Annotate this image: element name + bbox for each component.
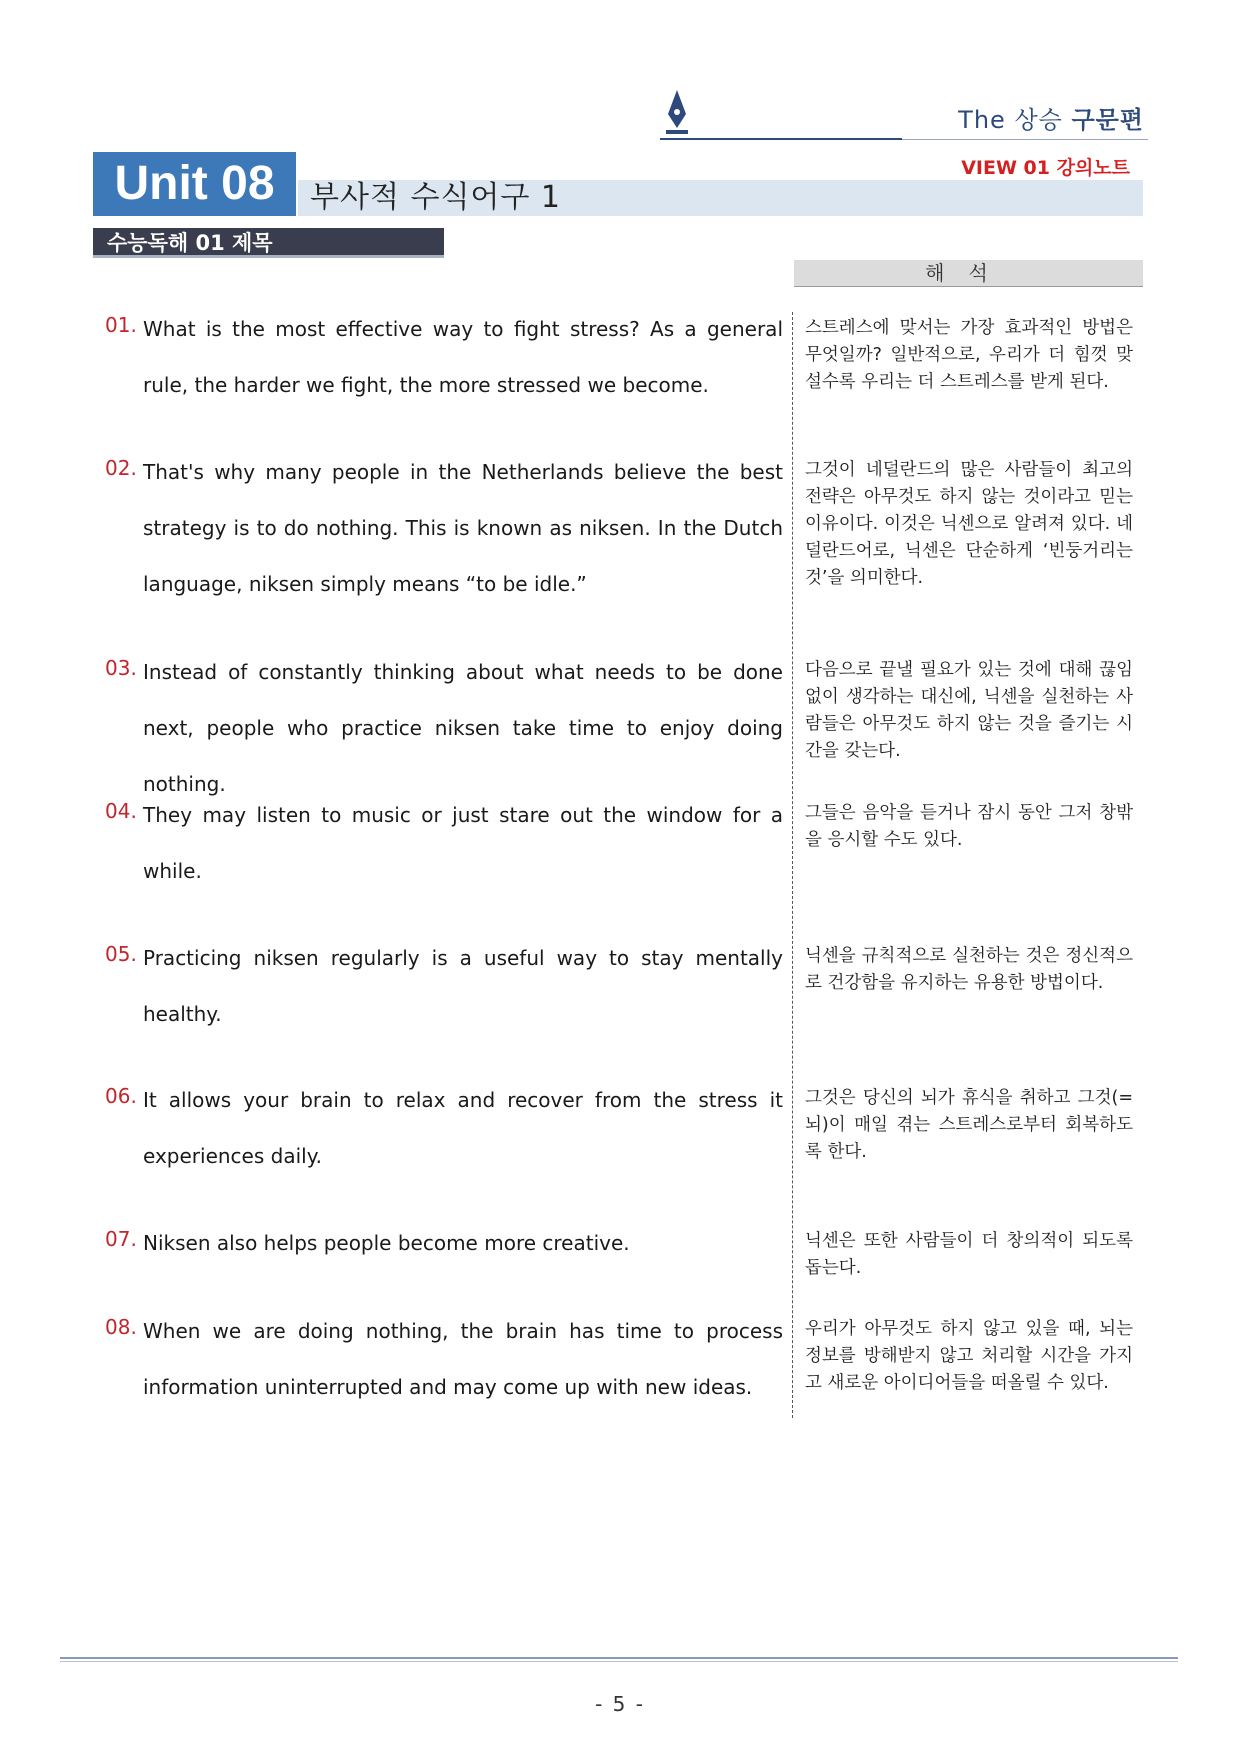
sentence-number: 01. (105, 313, 137, 337)
sentence-korean: 우리가 아무것도 하지 않고 있을 때, 뇌는 정보를 방해받지 않고 처리할 시간을 가지고 새로운 아이디어들을 떠올릴 수 있다. (805, 1319, 1133, 1393)
sentence-number: 02. (105, 456, 137, 480)
footer-rule (60, 1657, 1178, 1659)
brand-suffix: 구문편 (1071, 106, 1144, 134)
sentence-english: It allows your brain to relax and recover from the stress it experiences daily. (143, 1088, 783, 1168)
sentence-korean: 그것이 네덜란드의 많은 사람들이 최고의 전략은 아무것도 하지 않는 것이라고 믿는 이유이다. 이것은 닉센으로 알려져 있다. 네덜란드어로, 닉센은 단순하게 ‘빈둥거리는 것’을 의미한다. (805, 460, 1133, 588)
view-label: VIEW 01 강의노트 (961, 157, 1130, 179)
sentence-number: 06. (105, 1084, 137, 1108)
sentence-english: What is the most effective way to fight stress? As a general rule, the harder we fight, the more stressed we become. (143, 317, 783, 397)
sentence-english: They may listen to music or just stare out the window for a while. (143, 803, 783, 883)
sentence-korean: 그것은 당신의 뇌가 휴식을 취하고 그것(=뇌)이 매일 겪는 스트레스로부터 회복하도록 한다. (805, 1088, 1133, 1162)
unit-title: 부사적 수식어구 1 (310, 180, 562, 215)
sentence-number: 04. (105, 799, 137, 823)
sentence-english: Instead of constantly thinking about what needs to be done next, people who practice niksen take time to enjoy doing nothing. (143, 660, 783, 796)
translation-header: 해석 (794, 260, 1143, 287)
unit-label: Unit 08 (93, 152, 296, 216)
sentence-korean: 스트레스에 맞서는 가장 효과적인 방법은 무엇일까? 일반적으로, 우리가 더 힘껏 맞설수록 우리는 더 스트레스를 받게 된다. (805, 318, 1133, 392)
brand-prefix: The 상승 (958, 106, 1072, 134)
sentence-english: When we are doing nothing, the brain has time to process information uninterrupted and may come up with new ideas. (143, 1319, 783, 1399)
sentence-english: Practicing niksen regularly is a useful way to stay mentally healthy. (143, 946, 783, 1026)
pen-nib-logo-icon (664, 88, 690, 136)
sentence-number: 08. (105, 1315, 137, 1339)
header-rule-light (902, 139, 1148, 140)
sentence-korean: 그들은 음악을 듣거나 잠시 동안 그저 창밖을 응시할 수도 있다. (805, 803, 1133, 850)
footer-rule-light (60, 1661, 1178, 1662)
sentence-number: 05. (105, 942, 137, 966)
header-rule (660, 138, 902, 140)
book-brand (958, 100, 1144, 135)
column-divider (792, 312, 793, 1418)
page-number: - 5 - (595, 1692, 645, 1716)
sentence-english: That's why many people in the Netherlands believe the best strategy is to do nothing. This is known as niksen. In the Dutch language, niksen simply means “to be idle.” (143, 460, 783, 596)
sentence-korean: 닉센을 규칙적으로 실천하는 것은 정신적으로 건강함을 유지하는 유용한 방법이다. (805, 946, 1133, 993)
section-label: 수능독해 01 제목 (93, 228, 444, 258)
sentence-number: 07. (105, 1227, 137, 1251)
sentence-korean: 닉센은 또한 사람들이 더 창의적이 되도록 돕는다. (805, 1231, 1133, 1278)
sentence-number: 03. (105, 656, 137, 680)
sentence-korean: 다음으로 끝낼 필요가 있는 것에 대해 끊임없이 생각하는 대신에, 닉센을 실천하는 사람들은 아무것도 하지 않는 것을 즐기는 시간을 갖는다. (805, 660, 1133, 761)
sentence-english: Niksen also helps people become more creative. (143, 1231, 630, 1255)
